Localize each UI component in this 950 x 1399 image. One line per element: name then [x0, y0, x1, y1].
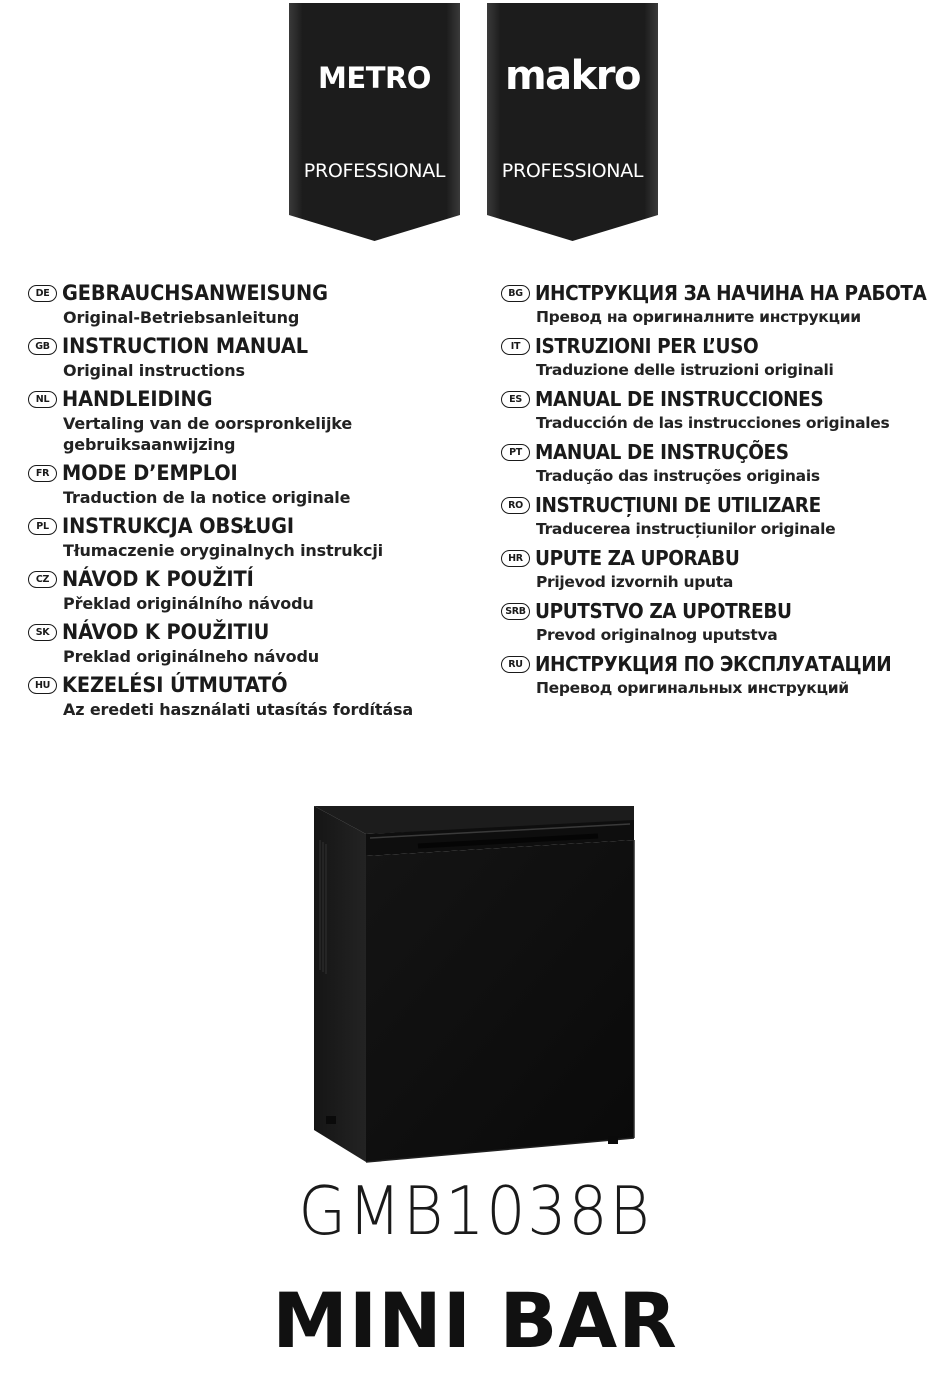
- manual-title: ИНСТРУКЦИЯ ПО ЭКСПЛУАТАЦИИ: [535, 652, 892, 676]
- language-code-badge: PL: [28, 518, 57, 535]
- manual-subtitle: Traducción de las instrucciones originales: [536, 414, 890, 432]
- language-code-badge: SRB: [501, 603, 530, 620]
- language-entry-heading: [28, 333, 478, 360]
- manual-subtitle: Tłumaczenie oryginalnych instrukcji: [63, 541, 384, 560]
- manual-title: MODE D’EMPLOI: [62, 461, 238, 486]
- manual-title: UPUTSTVO ZA UPOTREBU: [535, 599, 792, 623]
- language-entry-sk: [28, 619, 478, 667]
- language-entry-ru: [501, 651, 950, 699]
- language-code-badge: RO: [501, 497, 530, 514]
- manual-subtitle: Překlad originálního návodu: [63, 594, 314, 613]
- fridge-door: [366, 840, 634, 1162]
- language-entry-heading: [501, 598, 950, 625]
- language-entry-heading: [501, 280, 950, 307]
- language-code-badge: DE: [28, 285, 57, 302]
- language-list-right: [501, 280, 950, 704]
- metro-professional-text: PROFESSIONAL: [303, 160, 446, 182]
- makro-professional-text: PROFESSIONAL: [501, 160, 644, 182]
- language-entry-cz: [28, 566, 478, 614]
- manual-subtitle: Original-Betriebsanleitung: [63, 308, 300, 327]
- fridge-foot: [608, 1136, 618, 1144]
- manual-title: UPUTE ZA UPORABU: [535, 546, 740, 570]
- language-entry-nl: [28, 386, 478, 455]
- language-code-badge: BG: [501, 285, 530, 302]
- metro-professional-logo: [289, 3, 460, 243]
- manual-subtitle: Tradução das instruções originais: [536, 467, 820, 485]
- manual-subtitle: Az eredeti használati utasítás fordítása: [63, 700, 413, 719]
- manual-title: MANUAL DE INSTRUÇÕES: [535, 440, 789, 464]
- language-code-badge: PT: [501, 444, 530, 461]
- language-code-badge: CZ: [28, 571, 57, 588]
- language-code-badge: IT: [501, 338, 530, 355]
- manual-subtitle: Preklad originálneho návodu: [63, 647, 319, 666]
- language-entry-pt: [501, 439, 950, 487]
- language-entry-heading: [28, 566, 478, 593]
- makro-banner-shape: [487, 3, 658, 243]
- language-entry-hu: [28, 672, 478, 720]
- manual-subtitle: Vertaling van de oorspronkelijke gebruiksaanwijzing: [63, 414, 353, 454]
- language-entry-gb: [28, 333, 478, 381]
- makro-professional-logo: [487, 3, 658, 243]
- language-code-badge: NL: [28, 391, 57, 408]
- manual-subtitle: Traduction de la notice originale: [63, 488, 351, 507]
- manual-title: ИНСТРУКЦИЯ ЗА НАЧИНА НА РАБОТА: [535, 281, 927, 305]
- manual-subtitle: Traducerea instrucțiunilor originale: [536, 520, 836, 538]
- fridge-foot: [326, 1116, 336, 1124]
- metro-banner-shape: [289, 3, 460, 243]
- language-entry-heading: [28, 280, 478, 307]
- language-list-left: [28, 280, 478, 725]
- language-entry-heading: [28, 460, 478, 487]
- language-entry-heading: [501, 492, 950, 519]
- mini-bar-product-image: [308, 800, 638, 1170]
- fridge-side-panel: [314, 806, 366, 1162]
- product-name: MINI BAR: [272, 1276, 678, 1365]
- manual-title: ISTRUZIONI PER L’USO: [535, 334, 759, 358]
- manual-title: INSTRUCȚIUNI DE UTILIZARE: [535, 493, 821, 517]
- manual-subtitle: Original instructions: [63, 361, 245, 380]
- manual-title: INSTRUKCJA OBSŁUGI: [62, 514, 294, 539]
- model-number: GMB1038B: [298, 1172, 652, 1250]
- manual-subtitle: Превод на оригиналните инструкции: [536, 308, 861, 326]
- manual-title: INSTRUCTION MANUAL: [62, 334, 308, 359]
- language-entry-heading: [501, 386, 950, 413]
- manual-subtitle: Traduzione delle istruzioni originali: [536, 361, 834, 379]
- language-code-badge: GB: [28, 338, 57, 355]
- language-entry-it: [501, 333, 950, 381]
- manual-title: NÁVOD K POUŽITÍ: [62, 567, 254, 592]
- language-code-badge: HR: [501, 550, 530, 567]
- manual-title: MANUAL DE INSTRUCCIONES: [535, 387, 824, 411]
- language-code-badge: SK: [28, 624, 57, 641]
- language-code-badge: HU: [28, 677, 57, 694]
- language-entry-pl: [28, 513, 478, 561]
- manual-title: GEBRAUCHSANWEISUNG: [62, 281, 328, 306]
- language-entry-srb: [501, 598, 950, 646]
- language-entry-es: [501, 386, 950, 434]
- language-entry-heading: [28, 386, 478, 413]
- language-entry-fr: [28, 460, 478, 508]
- manual-subtitle: Prijevod izvornih uputa: [536, 573, 734, 591]
- manual-subtitle: Перевод оригинальных инструкций: [536, 679, 849, 697]
- language-entry-bg: [501, 280, 950, 328]
- manual-title: KEZELÉSI ÚTMUTATÓ: [62, 673, 288, 698]
- language-entry-heading: [28, 619, 478, 646]
- language-entry-ro: [501, 492, 950, 540]
- language-entry-heading: [501, 651, 950, 678]
- language-entry-heading: [501, 545, 950, 572]
- language-code-badge: ES: [501, 391, 530, 408]
- language-code-badge: RU: [501, 656, 530, 673]
- language-code-badge: FR: [28, 465, 57, 482]
- language-entry-heading: [28, 513, 478, 540]
- language-entry-heading: [501, 333, 950, 360]
- metro-brand-text: METRO: [318, 61, 431, 95]
- makro-brand-text: makro: [505, 53, 640, 99]
- manual-title: HANDLEIDING: [62, 387, 213, 412]
- manual-subtitle: Prevod originalnog uputstva: [536, 626, 778, 644]
- manual-title: NÁVOD K POUŽITIU: [62, 620, 270, 645]
- language-entry-hr: [501, 545, 950, 593]
- language-entry-heading: [28, 672, 478, 699]
- language-entry-de: [28, 280, 478, 328]
- language-entry-heading: [501, 439, 950, 466]
